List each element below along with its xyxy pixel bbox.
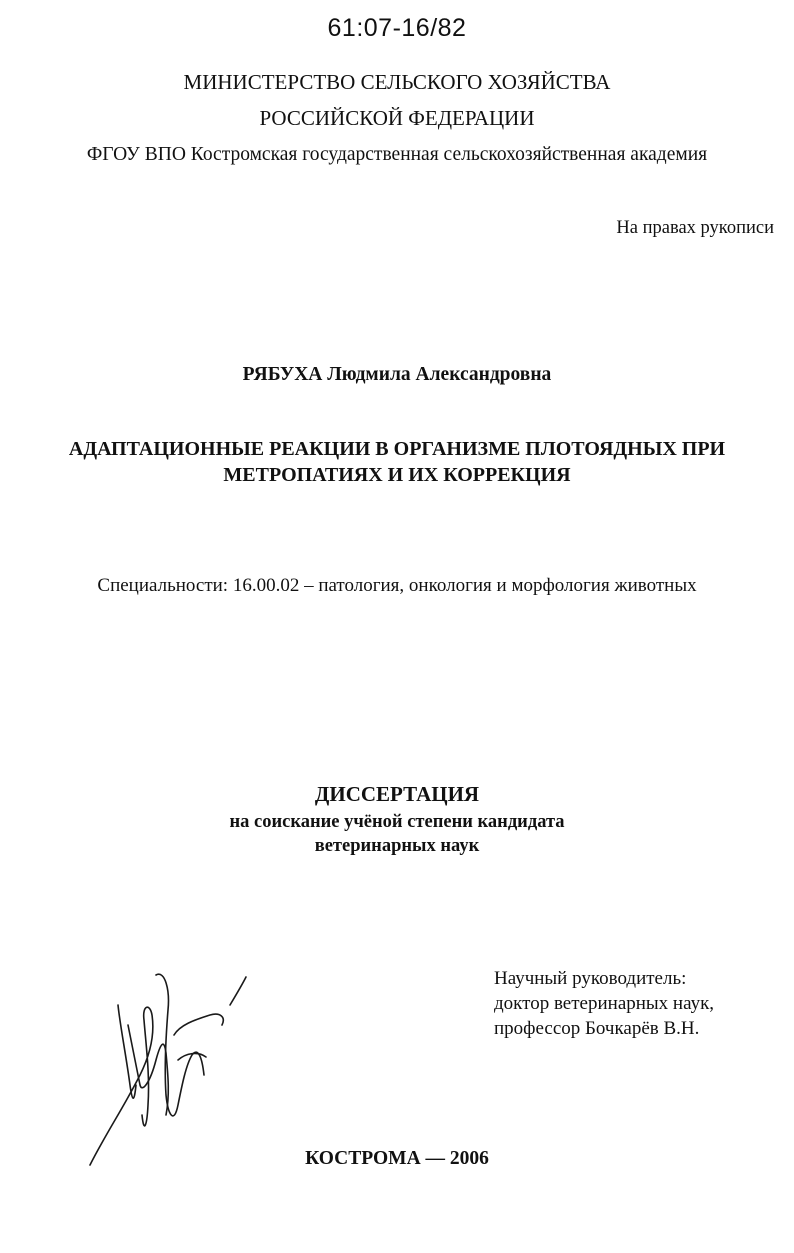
degree-line-2: ветеринарных наук	[314, 836, 480, 856]
title-line-1: АДАПТАЦИОННЫЕ РЕАКЦИИ В ОРГАНИЗМЕ ПЛОТОЯДНЫХ ПРИ	[68, 438, 726, 460]
supervisor-block	[494, 966, 714, 1041]
degree-line-1: на соискание учёной степени кандидата	[229, 812, 565, 832]
specialty-line: Специальности: 16.00.02 – патология, онкология и морфология животных	[97, 575, 697, 596]
dissertation-heading: ДИССЕРТАЦИЯ	[314, 782, 480, 806]
title-line-2: МЕТРОПАТИЯХ И ИХ КОРРЕКЦИЯ	[223, 464, 571, 486]
ministry-line-1: МИНИСТЕРСТВО СЕЛЬСКОГО ХОЗЯЙСТВА	[183, 70, 611, 94]
author-name: РЯБУХА Людмила Александровна	[242, 364, 552, 385]
degree-sought	[0, 810, 794, 858]
registry-code: 61:07-16/82	[327, 14, 467, 42]
rights-note: На правах рукописи	[616, 218, 774, 238]
city-year: КОСТРОМА — 2006	[305, 1148, 489, 1169]
organization-name: ФГОУ ВПО Костромская государственная сельскохозяйственная академия	[86, 144, 708, 165]
supervisor-label: Научный руководитель:	[494, 968, 687, 989]
supervisor-degree: доктор ветеринарных наук,	[494, 993, 715, 1014]
handwritten-signature	[70, 965, 260, 1175]
ministry-line-2: РОССИЙСКОЙ ФЕДЕРАЦИИ	[259, 106, 535, 130]
dissertation-title	[0, 436, 794, 488]
supervisor-name: профессор Бочкарёв В.Н.	[494, 1018, 700, 1039]
